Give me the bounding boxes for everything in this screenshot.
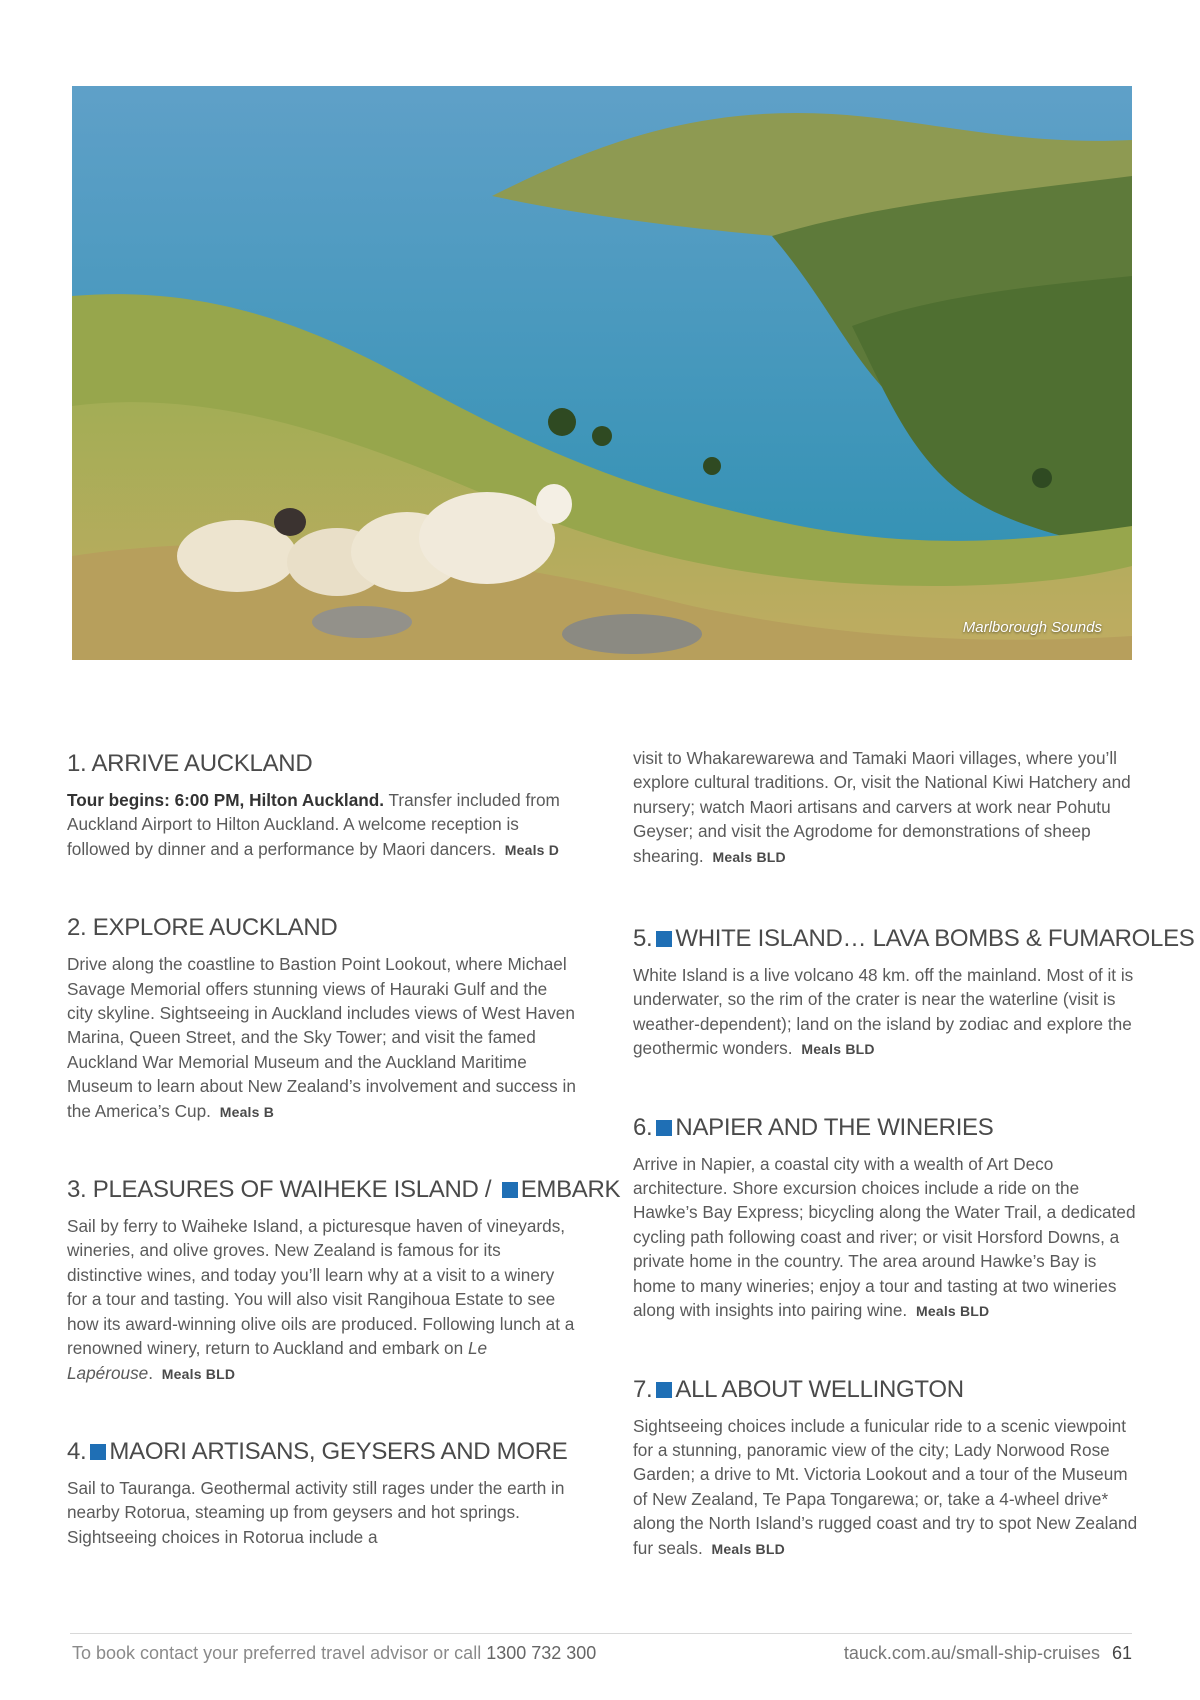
section-title-text: ALL ABOUT WELLINGTON [675, 1375, 964, 1403]
meals-label: Meals BLD [161, 1365, 236, 1382]
section-title [67, 1436, 577, 1468]
section-title: 1. ARRIVE AUCKLAND [67, 750, 313, 777]
meals-label: Meals BLD [915, 1303, 990, 1320]
section-day-2 [67, 912, 577, 1124]
meals-label: Meals BLD [712, 848, 786, 865]
meals-label: Meals BLD [711, 1540, 785, 1557]
section-number: 5. [633, 925, 653, 953]
right-column [633, 748, 1195, 1611]
body-text-end: . [148, 1362, 154, 1383]
section-body [633, 1152, 1143, 1324]
hero-photo [72, 86, 1132, 660]
footer-right [844, 1643, 1132, 1664]
page-number: 61 [1111, 1643, 1132, 1663]
footer-booking-text [72, 1643, 596, 1664]
section-day-5 [633, 923, 1195, 1062]
body-text: Sightseeing choices include a funicular ride to a scenic viewpoint for a stunning, panoramic view of the city; Lady Norwood Rose Garden; a drive to Mt. Victoria Lookout and a tour of the Museum of New Zealand, Te Papa Tongarewa; or, take a 4-wheel drive* along the North Island’s rugged coast and try to spot New Zealand fur seals. [633, 1415, 1138, 1558]
photo-caption: Marlborough Sounds [962, 619, 1102, 636]
website-link[interactable]: tauck.com.au/small-ship-cruises [843, 1643, 1100, 1663]
cruise-day-square-icon [656, 1382, 672, 1398]
section-body [67, 952, 577, 1124]
body-text: visit to Whakarewarewa and Tamaki Maori villages, where you’ll explore cultural traditions. Or, visit the National Kiwi Hatchery and nursery; watch Maori artisans and carvers at work near Pohutu Geyser; and visit the Agrodome for demonstrations of sheep shearing. [633, 748, 1131, 866]
section-day-4-continued [633, 746, 1143, 869]
phone-number-link[interactable]: 1300 732 300 [486, 1643, 597, 1663]
body-text: Sail by ferry to Waiheke Island, a picturesque haven of vineyards, wineries, and olive groves. New Zealand is famous for its distinctive wines, and today you’ll learn why at a visit to a winery for a tour and tasting. You will also visit Rangihoua Estate to see how its award-winning olive oils are produced. Following lunch at a renowned winery, return to Auckland and embark on [67, 1216, 575, 1359]
section-title-text: MAORI ARTISANS, GEYSERS AND MORE [109, 1437, 568, 1465]
section-title-text: NAPIER AND THE WINERIES [675, 1113, 994, 1141]
section-title [67, 1174, 621, 1206]
section-day-4 [67, 1436, 577, 1549]
body-text: White Island is a live volcano 48 km. off the mainland. Most of it is underwater, so the rim of the crater is near the waterline (visit is weather-dependent); land on the island by zodiac and explore the geothermic wonders. [633, 965, 1134, 1059]
section-title [633, 1374, 1143, 1406]
cruise-day-square-icon [90, 1444, 106, 1460]
section-title [633, 923, 1195, 955]
section-body [67, 788, 577, 862]
section-title [633, 1112, 1143, 1144]
section-body [633, 963, 1143, 1062]
footer-booking-label: To book contact your preferred travel advisor or call [72, 1643, 487, 1663]
cruise-day-square-icon [502, 1182, 518, 1198]
section-number: 6. [633, 1113, 653, 1141]
tour-begins-lead: Tour begins: 6:00 PM, Hilton Auckland. [67, 790, 385, 810]
section-body [67, 1214, 577, 1386]
section-body [67, 1476, 577, 1549]
section-number: 4. [67, 1437, 87, 1465]
section-title-text: 3. PLEASURES OF WAIHEKE ISLAND / [67, 1176, 492, 1204]
meals-label: Meals B [219, 1103, 275, 1120]
section-day-6 [633, 1112, 1143, 1324]
section-day-3 [67, 1174, 621, 1386]
ship-name: Le Lapérouse [67, 1338, 488, 1383]
footer-divider [70, 1633, 1132, 1634]
section-number: 7. [633, 1375, 653, 1403]
section-title-text: WHITE ISLAND… LAVA BOMBS & FUMAROLES [675, 925, 1195, 953]
landscape-illustration [72, 86, 1132, 660]
meals-label: Meals BLD [801, 1041, 875, 1058]
body-text: Sail to Tauranga. Geothermal activity still rages under the earth in nearby Rotorua, steaming up from geysers and hot springs. Sightseeing choices in Rotorua include a [67, 1477, 565, 1547]
body-text: Drive along the coastline to Bastion Point Lookout, where Michael Savage Memorial offers stunning views of Hauraki Gulf and the city skyline. Sightseeing in Auckland includes views of West Haven Marina, Queen Street, and the Sky Tower; and visit the famed Auckland War Memorial Museum and the Auckland Maritime Museum to learn about New Zealand’s involvement and success in the America’s Cup. [67, 954, 576, 1121]
body-text: Arrive in Napier, a coastal city with a wealth of Art Deco architecture. Shore excursion choices include a ride on the Hawke’s Bay Express; bicycling along the Water Trail, a dedicated cycling path following coast and river; or visit Horsford Downs, a private home in the country. The area around Hawke’s Bay is home to many wineries; enjoy a tour and tasting at two wineries along with insights into pairing wine. [633, 1153, 1136, 1321]
section-day-7 [633, 1374, 1143, 1561]
section-day-1 [67, 748, 577, 862]
section-body [633, 746, 1143, 869]
section-title: 2. EXPLORE AUCKLAND [67, 914, 338, 942]
body-text: Transfer included from Auckland Airport to Hilton Auckland. A welcome reception is followed by dinner and a performance by Maori dancers. [67, 790, 560, 859]
section-title-embark: EMBARK [520, 1176, 621, 1204]
cruise-day-square-icon [656, 1120, 672, 1136]
section-body [633, 1414, 1143, 1561]
cruise-day-square-icon [656, 931, 672, 947]
meals-label: Meals D [504, 841, 560, 858]
left-column [67, 748, 621, 1599]
